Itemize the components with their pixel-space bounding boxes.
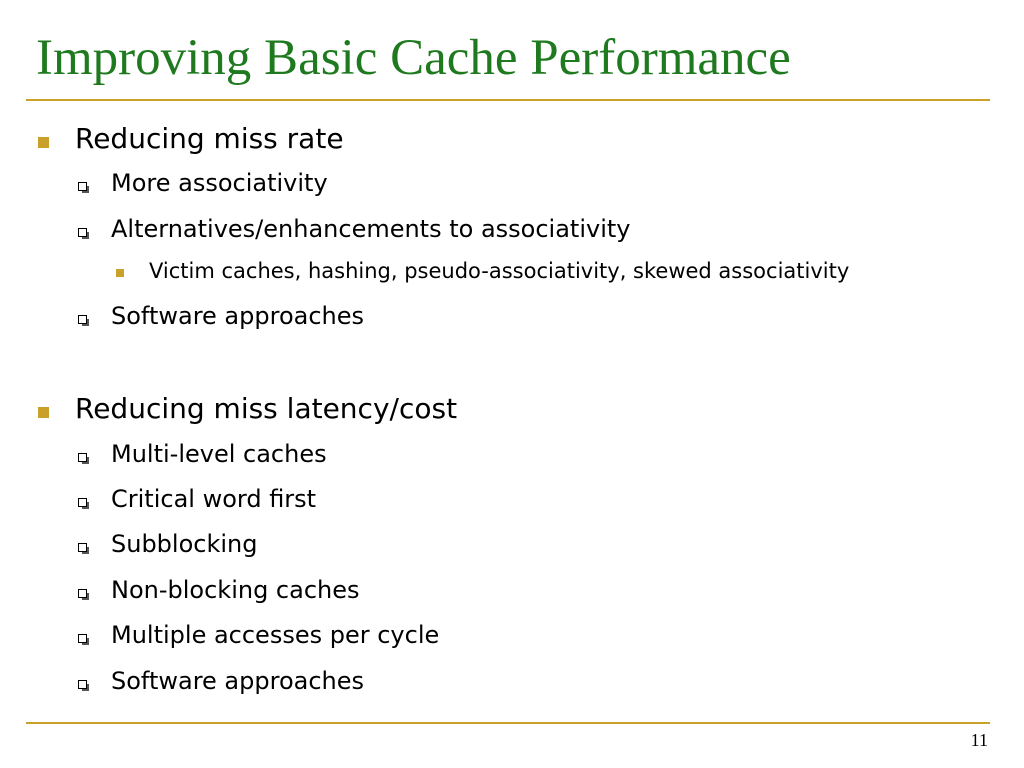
slide-title: Improving Basic Cache Performance xyxy=(36,30,791,86)
bullet-multi-level-caches: Multi-level caches xyxy=(111,440,327,468)
bullet-critical-word-first: Critical word first xyxy=(111,485,317,513)
box-bullet-icon xyxy=(78,315,87,324)
square-bullet-icon xyxy=(38,407,49,418)
footer-rule xyxy=(26,722,990,724)
box-bullet-icon xyxy=(78,680,87,689)
box-bullet-icon xyxy=(78,634,87,643)
bullet-software-approaches-1: Software approaches xyxy=(111,302,365,330)
bullet-victim-caches: Victim caches, hashing, pseudo-associativity, skewed associativity xyxy=(149,259,850,283)
bullet-more-associativity: More associativity xyxy=(111,169,328,197)
page-number: 11 xyxy=(970,730,988,750)
bullet-alternatives-associativity: Alternatives/enhancements to associativity xyxy=(111,215,631,243)
square-bullet-icon xyxy=(38,137,49,148)
bullet-multiple-accesses: Multiple accesses per cycle xyxy=(111,621,440,649)
square-bullet-icon xyxy=(116,269,124,277)
bullet-non-blocking-caches: Non-blocking caches xyxy=(111,576,360,604)
bullet-software-approaches-2: Software approaches xyxy=(111,667,365,695)
box-bullet-icon xyxy=(78,453,87,462)
bullet-reducing-miss-rate: Reducing miss rate xyxy=(75,122,344,155)
box-bullet-icon xyxy=(78,228,87,237)
box-bullet-icon xyxy=(78,498,87,507)
bullet-reducing-miss-latency: Reducing miss latency/cost xyxy=(75,392,458,425)
box-bullet-icon xyxy=(78,182,87,191)
box-bullet-icon xyxy=(78,589,87,598)
box-bullet-icon xyxy=(78,543,87,552)
bullet-subblocking: Subblocking xyxy=(111,530,258,558)
